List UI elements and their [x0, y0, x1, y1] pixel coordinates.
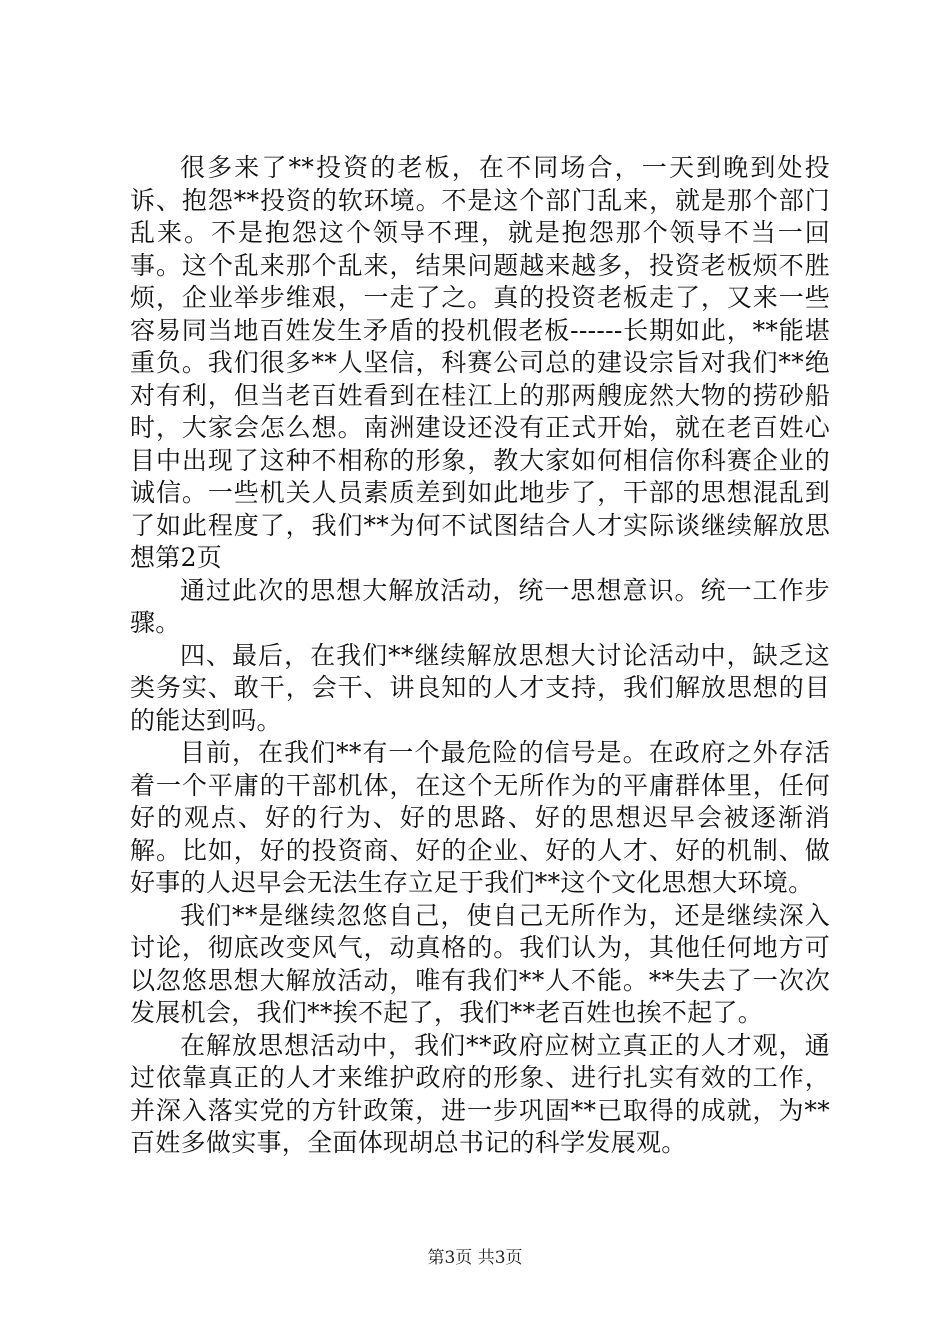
paragraph: 很多来了**投资的老板，在不同场合，一天到晚到处投诉、抱怨**投资的软环境。不是这个部门乱来，就是那个部门乱来。不是抱怨这个领导不理，就是抱怨那个领导不当一回事。这个乱来那个乱来，结果问题越来越多，投资老板烦不胜烦，企业举步维艰，一走了之。真的投资老板走了，又来一些容易同当地百姓发生矛盾的投机假老板------长期如此，**能堪重负。我们很多**人坚信，科赛公司总的建设宗旨对我们**绝对有利，但当老百姓看到在桂江上的那两艘庞然大物的捞砂船时，大家会怎么想。南洲建设还没有正式开始，就在老百姓心目中出现了这种不相称的形象，教大家如何相信你科赛企业的诚信。一些机关人员素质差到如此地步了，干部的思想混乱到了如此程度了，我们**为何不试图结合人才实际谈继续解放思想第2页	[130, 153, 830, 572]
paragraph: 目前，在我们**有一个最危险的信号是。在政府之外存活着一个平庸的干部机体，在这个无所作为的平庸群体里，任何好的观点、好的行为、好的思路、好的思想迟早会被逐渐消解。比如，好的投资商、好的企业、好的人才、好的机制、做好事的人迟早会无法生存立足于我们**这个文化思想大环境。	[130, 738, 830, 897]
paragraph: 在解放思想活动中，我们**政府应树立真正的人才观，通过依靠真正的人才来维护政府的形象、进行扎实有效的工作，并深入落实党的方针政策，进一步巩固**已取得的成就，为**百姓多做实事，全面体现胡总书记的科学发展观。	[130, 1030, 830, 1157]
paragraph: 我们**是继续忽悠自己，使自己无所作为，还是继续深入讨论，彻底改变风气，动真格的。我们认为，其他任何地方可以忽悠思想大解放活动，唯有我们**人不能。**失去了一次次发展机会，我们**挨不起了，我们**老百姓也挨不起了。	[130, 900, 830, 1027]
document-body	[130, 152, 830, 1160]
page-footer: 第3页 共3页	[427, 1248, 523, 1268]
paragraph: 通过此次的思想大解放活动，统一思想意识。统一工作步骤。	[130, 575, 830, 637]
paragraph: 四、最后，在我们**继续解放思想大讨论活动中，缺乏这类务实、敢干，会干、讲良知的人才支持，我们解放思想的目的能达到吗。	[130, 640, 830, 735]
